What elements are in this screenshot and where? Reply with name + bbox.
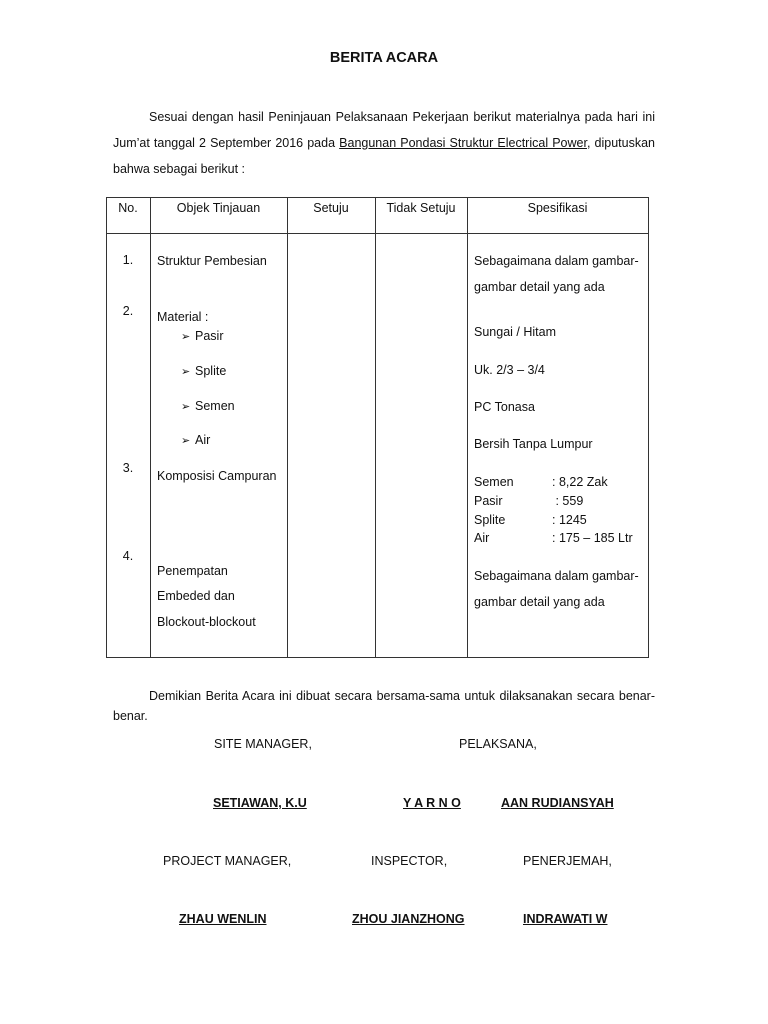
table-col-border <box>150 197 151 657</box>
row-number: 1. <box>122 253 134 267</box>
document-title: BERITA ACARA <box>329 50 439 66</box>
spec-text: gambar detail yang ada <box>474 280 605 294</box>
composition-key: Splite <box>474 513 506 527</box>
spec-material: PC Tonasa <box>474 400 535 414</box>
table-col-border <box>648 197 649 657</box>
spec-text: gambar detail yang ada <box>474 595 605 609</box>
intro-text-2: , diputuskan bahwa sebagai berikut : <box>113 136 655 176</box>
composition-row <box>474 513 587 527</box>
closing-paragraph: Demikian Berita Acara ini dibuat secara bersama-sama untuk dilaksanakan secara benar-benar. <box>113 689 655 723</box>
spec-material: Uk. 2/3 – 3/4 <box>474 363 545 377</box>
composition-row <box>474 494 583 508</box>
name-project-manager: ZHAU WENLIN <box>179 912 267 926</box>
composition-value: : 1245 <box>552 513 587 527</box>
header-objek-tinjauan: Objek Tinjauan <box>176 201 261 215</box>
material-item <box>181 364 226 378</box>
composition-value: : 8,22 Zak <box>552 475 608 489</box>
arrow-bullet-icon: ➢ <box>181 366 191 378</box>
table-col-border <box>467 197 468 657</box>
row-number: 2. <box>122 304 134 318</box>
role-project-manager: PROJECT MANAGER, <box>163 854 292 868</box>
header-tidak-setuju: Tidak Setuju <box>386 201 456 215</box>
role-pelaksana: PELAKSANA, <box>459 737 537 751</box>
composition-row <box>474 475 608 489</box>
material-label: Splite <box>195 364 227 378</box>
arrow-bullet-icon: ➢ <box>181 331 191 343</box>
arrow-bullet-icon: ➢ <box>181 401 191 413</box>
material-label: Air <box>195 433 211 447</box>
role-inspector: INSPECTOR, <box>371 854 448 868</box>
name-pelaksana-2: AAN RUDIANSYAH <box>501 796 614 810</box>
intro-text-1: Sesuai dengan hasil Peninjauan Pelaksanaan Pekerjaan berikut materialnya pada hari ini Jum’at tanggal 2 September 2016 pada <box>113 110 655 150</box>
table-header-border <box>106 233 649 234</box>
object-penempatan: Blockout-blockout <box>157 615 256 629</box>
table-col-border <box>287 197 288 657</box>
spec-text: Sebagaimana dalam gambar- <box>474 254 639 268</box>
name-site-manager: SETIAWAN, K.U <box>213 796 307 810</box>
spec-text: Sebagaimana dalam gambar- <box>474 569 639 583</box>
role-penerjemah: PENERJEMAH, <box>523 854 612 868</box>
header-setuju: Setuju <box>313 201 349 215</box>
header-spesifikasi: Spesifikasi <box>527 201 588 215</box>
material-item <box>181 433 210 447</box>
material-item <box>181 399 235 413</box>
name-pelaksana-1: Y A R N O <box>403 796 461 810</box>
header-no: No. <box>118 201 138 215</box>
project-name: Bangunan Pondasi Struktur Electrical Power <box>339 136 587 150</box>
spec-material: Sungai / Hitam <box>474 325 556 339</box>
material-item <box>181 329 223 343</box>
name-penerjemah: INDRAWATI W <box>523 912 608 926</box>
material-label: Pasir <box>195 329 224 343</box>
table-bottom-border <box>106 657 649 658</box>
object-material: Material : <box>157 310 209 324</box>
composition-value: : 559 <box>552 494 584 508</box>
material-label: Semen <box>195 399 235 413</box>
name-inspector: ZHOU JIANZHONG <box>352 912 465 926</box>
composition-row <box>474 531 633 545</box>
row-number: 4. <box>122 549 134 563</box>
object-penempatan: Embeded dan <box>157 589 235 603</box>
table-col-border <box>375 197 376 657</box>
arrow-bullet-icon: ➢ <box>181 435 191 447</box>
object-penempatan: Penempatan <box>157 564 228 578</box>
role-site-manager: SITE MANAGER, <box>214 737 312 751</box>
composition-key: Pasir <box>474 494 503 508</box>
object-struktur-pembesian: Struktur Pembesian <box>157 254 267 268</box>
row-number: 3. <box>122 461 134 475</box>
object-komposisi-campuran: Komposisi Campuran <box>157 469 277 483</box>
intro-paragraph <box>113 104 655 182</box>
spec-material: Bersih Tanpa Lumpur <box>474 437 593 451</box>
composition-key: Air <box>474 531 490 545</box>
table-top-border <box>106 197 649 198</box>
composition-key: Semen <box>474 475 514 489</box>
composition-value: : 175 – 185 Ltr <box>552 531 633 545</box>
